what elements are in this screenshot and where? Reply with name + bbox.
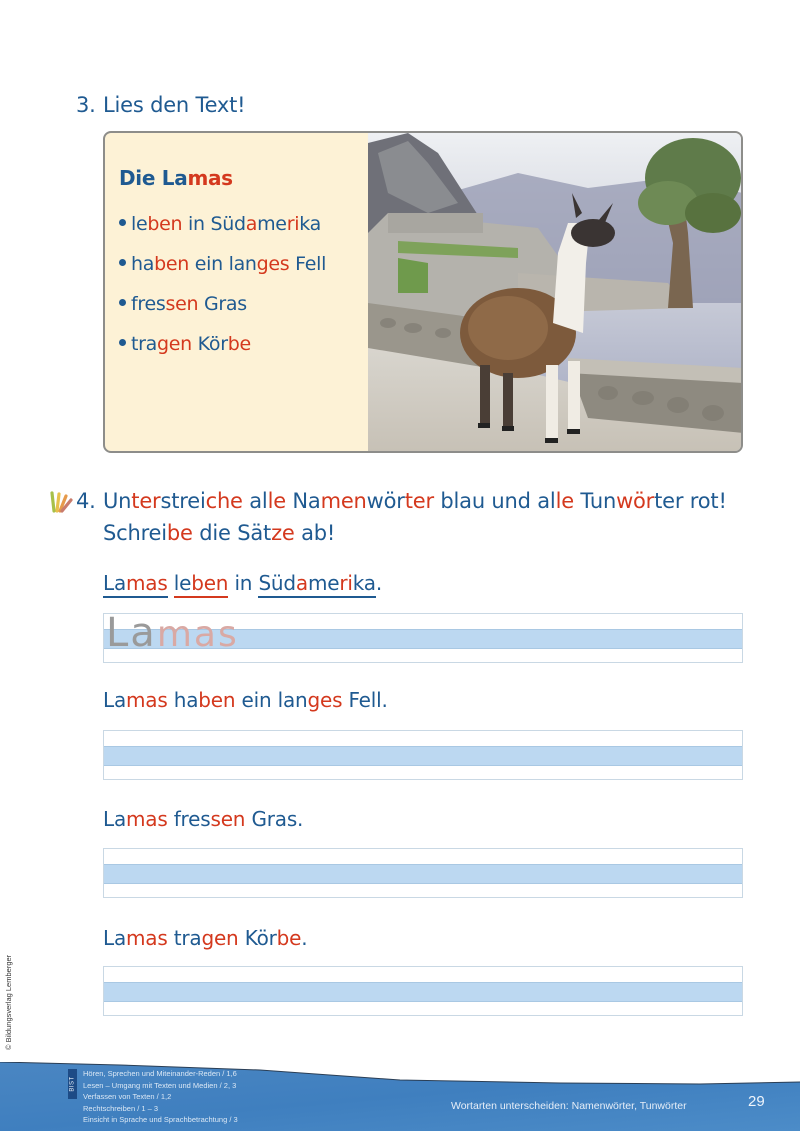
syllable: blau und al — [433, 489, 556, 513]
syllable: le — [131, 213, 148, 235]
syllable: Süd — [258, 571, 295, 598]
syllable: Gras — [198, 293, 247, 315]
bullet-icon — [119, 299, 126, 306]
syllable: ab! — [294, 521, 336, 545]
trace-word — [106, 608, 239, 660]
reading-item — [119, 284, 369, 324]
syllable: ter — [404, 489, 434, 513]
syllable: be — [276, 926, 302, 950]
bist-item: Verfassen von Texten / 1,2 — [83, 1092, 172, 1101]
llama-photo — [368, 133, 743, 451]
syllable: gen — [201, 926, 239, 950]
writing-band — [104, 746, 742, 766]
writing-line-2[interactable] — [103, 730, 743, 780]
syllable: La — [103, 688, 126, 712]
bullet-icon — [119, 259, 126, 266]
syllable: ben — [198, 688, 236, 712]
syllable: wör — [366, 489, 405, 513]
syllable: ein lan — [235, 688, 308, 712]
syllable: Na — [285, 489, 321, 513]
syllable: ter rot! — [654, 489, 727, 513]
syllable: La — [103, 571, 126, 598]
syllable: L — [106, 610, 131, 656]
syllable: le — [555, 489, 574, 513]
syllable: ein lan — [189, 253, 257, 275]
syllable: be — [227, 333, 251, 355]
syllable: le — [174, 571, 191, 598]
syllable: La — [103, 926, 126, 950]
syllable: sen — [165, 293, 199, 315]
task-instruction-line-1 — [103, 489, 727, 513]
syllable: ges — [256, 253, 290, 275]
task-number: 3. — [76, 93, 96, 117]
bullet-icon — [119, 219, 126, 226]
syllable: ha — [131, 253, 155, 275]
syllable: men — [320, 489, 367, 513]
syllable: be — [166, 521, 193, 545]
example-sentence-3 — [103, 806, 303, 832]
syllable: ka — [299, 213, 321, 235]
bist-item: Lesen – Umgang mit Texten und Medien / 2, 3 — [83, 1080, 237, 1090]
syllable: Gras. — [245, 807, 304, 831]
syllable: ges — [307, 688, 343, 712]
syllable: . — [301, 926, 308, 950]
syllable: mas — [126, 688, 168, 712]
syllable: Fell — [289, 253, 327, 275]
reading-text — [119, 165, 369, 364]
bist-badge: BIST — [68, 1069, 77, 1099]
reading-item — [119, 324, 369, 364]
syllable: ben — [147, 213, 183, 235]
bist-item: Hören, Sprechen und Miteinander-Reden / 1,6 — [83, 1069, 237, 1078]
syllable: mas — [126, 571, 168, 598]
writing-line-3[interactable] — [103, 848, 743, 898]
bist-item: Einsicht in Sprache und Sprachbetrachtung / 3 — [83, 1115, 238, 1124]
syllable: . — [375, 571, 383, 595]
syllable: ri — [339, 571, 352, 598]
syllable: in Süd — [182, 213, 246, 235]
syllable: mas — [126, 807, 168, 831]
task-number: 4. — [76, 489, 96, 513]
task-instruction-line-2 — [76, 520, 727, 546]
syllable: tra — [131, 333, 158, 355]
syllable: sen — [210, 807, 246, 831]
syllable: Die La — [119, 166, 188, 190]
example-sentence-1 — [103, 570, 382, 596]
bist-item: Rechtschreiben / 1 – 3 — [83, 1103, 159, 1113]
writing-line-1[interactable] — [103, 610, 743, 663]
bist-competence-list — [83, 1068, 238, 1126]
task-3-title — [76, 92, 245, 118]
example-sentence-2 — [103, 687, 388, 713]
syllable: me — [257, 213, 287, 235]
syllable — [168, 571, 174, 595]
syllable: die Sät — [192, 521, 272, 545]
task-instruction: Lies den Text! — [103, 93, 246, 117]
syllable: a — [130, 610, 157, 656]
footer-topic: Wortarten unterscheiden: Namenwörter, Tunwörter — [451, 1100, 687, 1112]
syllable: ze — [271, 521, 295, 545]
syllable: Un — [103, 489, 132, 513]
colored-pencils-icon — [48, 489, 74, 515]
syllable: a — [296, 571, 308, 598]
example-sentence-4 — [103, 925, 307, 951]
syllable: Tun — [573, 489, 617, 513]
reading-item — [119, 204, 369, 244]
reading-item — [119, 244, 369, 284]
copyright-notice: © Bildungsverlag Lemberger — [4, 954, 13, 1050]
page-number: 29 — [748, 1093, 765, 1110]
reading-heading — [119, 165, 369, 191]
reading-box — [103, 131, 743, 453]
syllable: Kör — [191, 333, 228, 355]
task-4-title — [76, 488, 727, 546]
syllable: ter — [131, 489, 161, 513]
syllable: Kör — [238, 926, 277, 950]
syllable: in — [228, 571, 259, 595]
syllable: tra — [167, 926, 202, 950]
syllable: ha — [167, 688, 199, 712]
writing-line-4[interactable] — [103, 966, 743, 1016]
syllable: strei — [160, 489, 206, 513]
syllable: mas — [187, 166, 233, 190]
syllable: al — [242, 489, 268, 513]
syllable: Schrei — [103, 521, 167, 545]
syllable: a — [245, 213, 258, 235]
syllable: ka — [353, 571, 376, 598]
syllable: che — [205, 489, 243, 513]
syllable: fres — [131, 293, 166, 315]
syllable: mas — [126, 926, 168, 950]
syllable: gen — [157, 333, 192, 355]
syllable: mas — [156, 614, 239, 655]
syllable: Fell. — [342, 688, 388, 712]
syllable: wör — [616, 489, 655, 513]
syllable: La — [103, 807, 126, 831]
writing-band — [104, 982, 742, 1002]
syllable: ben — [191, 571, 228, 598]
bullet-icon — [119, 339, 126, 346]
syllable: ben — [154, 253, 189, 275]
syllable: ri — [286, 213, 300, 235]
syllable: le — [267, 489, 286, 513]
syllable: me — [308, 571, 339, 598]
writing-band — [104, 864, 742, 884]
syllable: fres — [167, 807, 211, 831]
